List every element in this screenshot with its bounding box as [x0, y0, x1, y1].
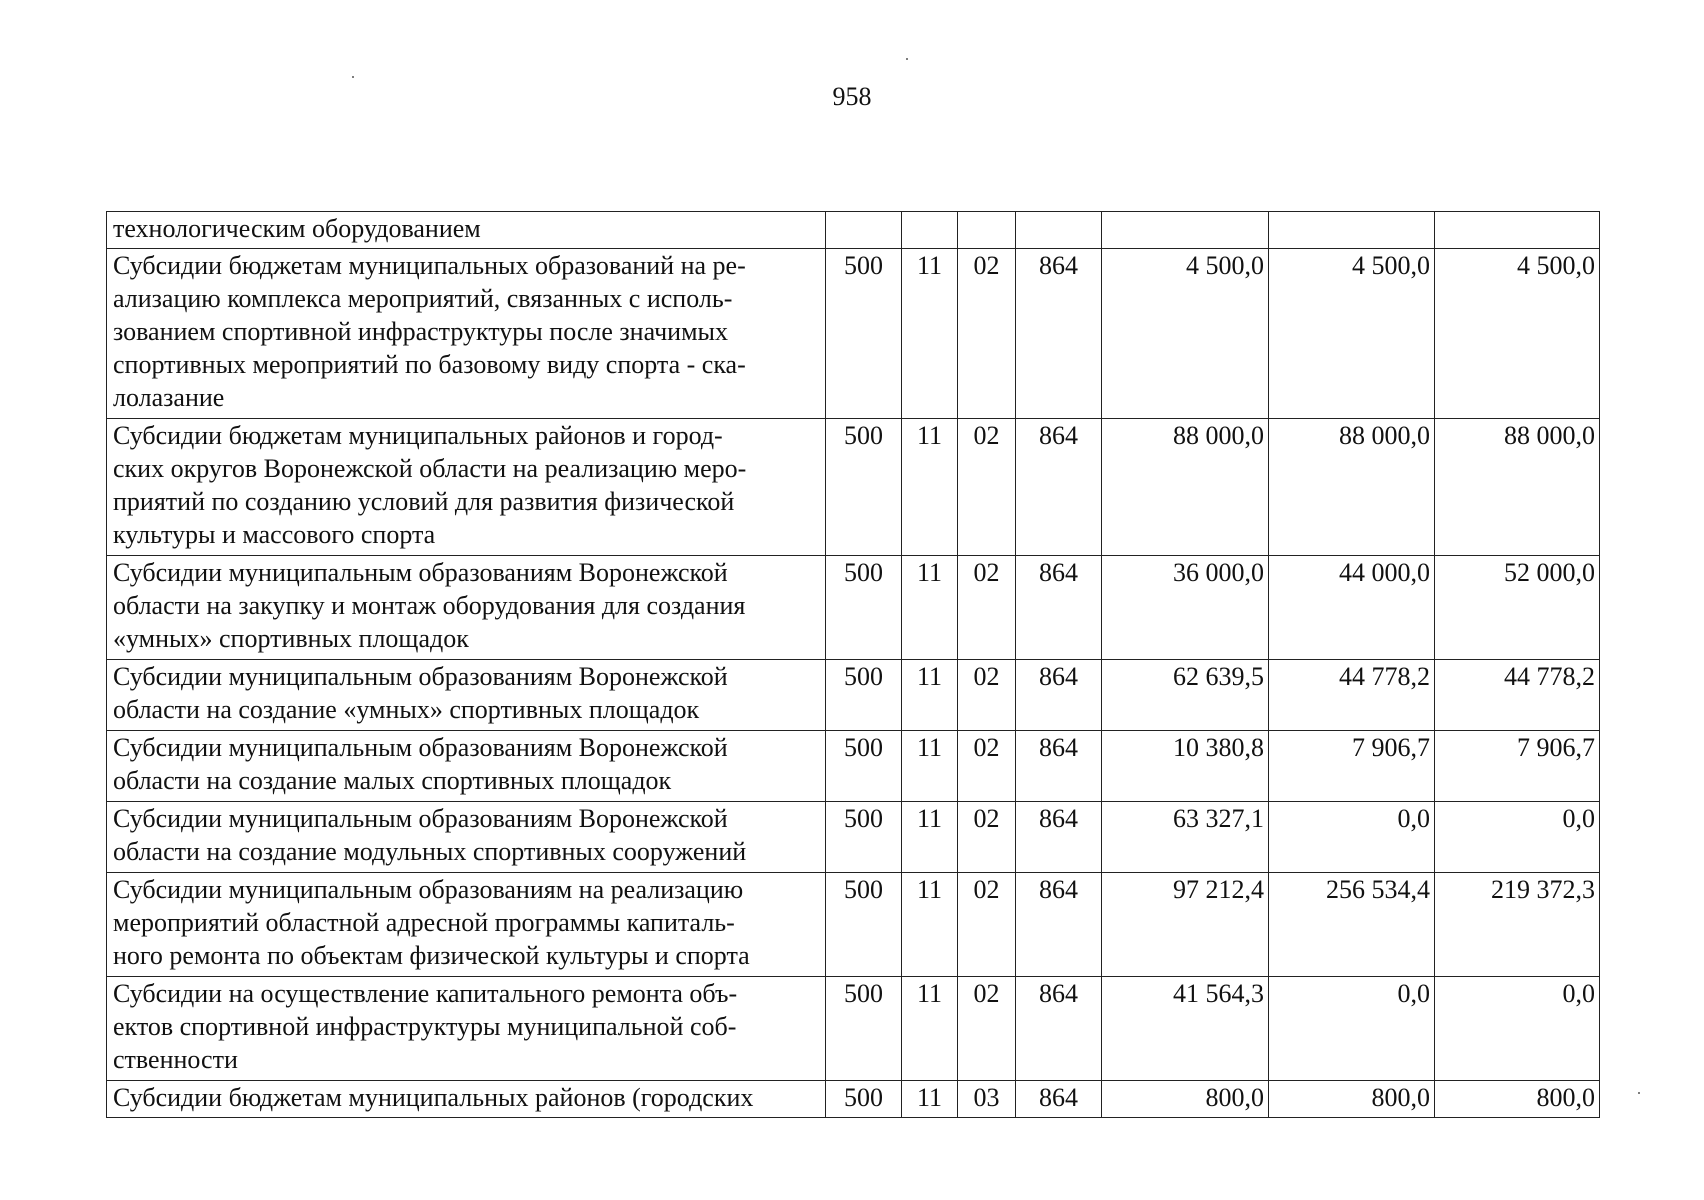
- cell-section: 500: [826, 873, 902, 977]
- cell-expense-type: 864: [1016, 873, 1102, 977]
- cell-target-article: 02: [958, 802, 1016, 873]
- description-line: области на создание «умных» спортивных площадок: [113, 695, 700, 724]
- scan-speck: [1638, 1092, 1640, 1094]
- cell-target-article: [958, 212, 1016, 249]
- cell-amount-year-2: 7 906,7: [1269, 731, 1435, 802]
- description-line: ного ремонта по объектам физической культуры и спорта: [113, 941, 750, 970]
- description-line: Субсидии муниципальным образованиям Воронежской: [113, 804, 728, 833]
- table-row: [107, 731, 1600, 802]
- cell-subsection: 11: [902, 802, 958, 873]
- cell-amount-year-3: 0,0: [1435, 977, 1600, 1081]
- cell-amount-year-2: 44 000,0: [1269, 556, 1435, 660]
- cell-target-article: 02: [958, 873, 1016, 977]
- cell-expense-type: 864: [1016, 731, 1102, 802]
- cell-section: 500: [826, 802, 902, 873]
- table-row: [107, 977, 1600, 1081]
- description-line: области на закупку и монтаж оборудования для создания: [113, 591, 746, 620]
- table-row: [107, 556, 1600, 660]
- page-number: 958: [832, 82, 872, 111]
- cell-subsection: 11: [902, 419, 958, 556]
- cell-expense-type: 864: [1016, 249, 1102, 419]
- table-row: [107, 1081, 1600, 1118]
- cell-description: [107, 802, 826, 873]
- description-line: ализацию комплекса мероприятий, связанных с исполь-: [113, 284, 733, 313]
- cell-expense-type: 864: [1016, 977, 1102, 1081]
- cell-amount-year-1: 36 000,0: [1102, 556, 1269, 660]
- cell-expense-type: 864: [1016, 419, 1102, 556]
- description-line: «умных» спортивных площадок: [113, 624, 469, 653]
- cell-amount-year-2: 88 000,0: [1269, 419, 1435, 556]
- description-line: области на создание малых спортивных площадок: [113, 766, 672, 795]
- scan-speck: [906, 58, 908, 60]
- cell-target-article: 02: [958, 419, 1016, 556]
- cell-subsection: 11: [902, 873, 958, 977]
- cell-amount-year-1: [1102, 212, 1269, 249]
- table-row: [107, 873, 1600, 977]
- description-line: зованием спортивной инфраструктуры после значимых: [113, 317, 728, 346]
- cell-amount-year-1: 4 500,0: [1102, 249, 1269, 419]
- cell-expense-type: [1016, 212, 1102, 249]
- table-body: [107, 212, 1600, 1118]
- cell-description: [107, 1081, 826, 1118]
- cell-target-article: 02: [958, 249, 1016, 419]
- cell-expense-type: 864: [1016, 1081, 1102, 1118]
- cell-description: [107, 731, 826, 802]
- cell-subsection: 11: [902, 249, 958, 419]
- cell-amount-year-2: 4 500,0: [1269, 249, 1435, 419]
- description-line: ектов спортивной инфраструктуры муниципальной соб-: [113, 1012, 737, 1041]
- table-row: [107, 419, 1600, 556]
- cell-subsection: 11: [902, 660, 958, 731]
- cell-description: [107, 249, 826, 419]
- cell-description: [107, 660, 826, 731]
- cell-amount-year-1: 10 380,8: [1102, 731, 1269, 802]
- description-line: лолазание: [113, 383, 225, 412]
- cell-description: [107, 556, 826, 660]
- cell-amount-year-3: 52 000,0: [1435, 556, 1600, 660]
- cell-subsection: 11: [902, 1081, 958, 1118]
- cell-amount-year-2: [1269, 212, 1435, 249]
- description-line: Субсидии бюджетам муниципальных образований на ре-: [113, 251, 746, 280]
- description-line: Субсидии бюджетам муниципальных районов и город-: [113, 421, 723, 450]
- cell-description: [107, 212, 826, 249]
- cell-amount-year-3: [1435, 212, 1600, 249]
- description-line: Субсидии на осуществление капитального ремонта объ-: [113, 979, 738, 1008]
- cell-amount-year-2: 800,0: [1269, 1081, 1435, 1118]
- description-line: мероприятий областной адресной программы капиталь-: [113, 908, 735, 937]
- cell-amount-year-3: 44 778,2: [1435, 660, 1600, 731]
- cell-amount-year-3: 4 500,0: [1435, 249, 1600, 419]
- cell-description: [107, 977, 826, 1081]
- cell-amount-year-2: 0,0: [1269, 802, 1435, 873]
- cell-description: [107, 419, 826, 556]
- cell-section: 500: [826, 249, 902, 419]
- cell-subsection: [902, 212, 958, 249]
- description-line: Субсидии муниципальным образованиям Воронежской: [113, 558, 728, 587]
- description-line: ских округов Воронежской области на реализацию меро-: [113, 454, 747, 483]
- cell-amount-year-1: 800,0: [1102, 1081, 1269, 1118]
- description-line: культуры и массового спорта: [113, 520, 436, 549]
- description-line: Субсидии бюджетам муниципальных районов (городских: [113, 1083, 754, 1112]
- cell-amount-year-3: 0,0: [1435, 802, 1600, 873]
- description-line: Субсидии муниципальным образованиям на реализацию: [113, 875, 744, 904]
- cell-amount-year-3: 7 906,7: [1435, 731, 1600, 802]
- cell-subsection: 11: [902, 556, 958, 660]
- description-line: Субсидии муниципальным образованиям Воронежской: [113, 662, 728, 691]
- cell-subsection: 11: [902, 731, 958, 802]
- cell-section: 500: [826, 1081, 902, 1118]
- table-row: [107, 249, 1600, 419]
- cell-amount-year-1: 88 000,0: [1102, 419, 1269, 556]
- cell-target-article: 02: [958, 731, 1016, 802]
- cell-amount-year-3: 219 372,3: [1435, 873, 1600, 977]
- cell-section: 500: [826, 977, 902, 1081]
- description-line: области на создание модульных спортивных сооружений: [113, 837, 747, 866]
- cell-section: 500: [826, 419, 902, 556]
- cell-amount-year-1: 97 212,4: [1102, 873, 1269, 977]
- cell-target-article: 02: [958, 660, 1016, 731]
- cell-amount-year-1: 63 327,1: [1102, 802, 1269, 873]
- cell-amount-year-3: 800,0: [1435, 1081, 1600, 1118]
- cell-subsection: 11: [902, 977, 958, 1081]
- description-line: приятий по созданию условий для развития физической: [113, 487, 735, 516]
- cell-target-article: 02: [958, 977, 1016, 1081]
- cell-amount-year-1: 62 639,5: [1102, 660, 1269, 731]
- budget-table: [106, 211, 1600, 1118]
- cell-target-article: 03: [958, 1081, 1016, 1118]
- description-line: Субсидии муниципальным образованиям Воронежской: [113, 733, 728, 762]
- cell-expense-type: 864: [1016, 556, 1102, 660]
- table-row: [107, 660, 1600, 731]
- cell-amount-year-2: 0,0: [1269, 977, 1435, 1081]
- cell-amount-year-2: 256 534,4: [1269, 873, 1435, 977]
- cell-amount-year-2: 44 778,2: [1269, 660, 1435, 731]
- description-line: технологическим оборудованием: [113, 214, 481, 243]
- cell-expense-type: 864: [1016, 660, 1102, 731]
- cell-description: [107, 873, 826, 977]
- scan-speck: [352, 76, 354, 78]
- cell-target-article: 02: [958, 556, 1016, 660]
- description-line: спортивных мероприятий по базовому виду спорта - ска-: [113, 350, 746, 379]
- cell-section: 500: [826, 731, 902, 802]
- cell-section: [826, 212, 902, 249]
- cell-section: 500: [826, 556, 902, 660]
- cell-expense-type: 864: [1016, 802, 1102, 873]
- cell-amount-year-1: 41 564,3: [1102, 977, 1269, 1081]
- table-row: [107, 212, 1600, 249]
- cell-section: 500: [826, 660, 902, 731]
- description-line: ственности: [113, 1045, 238, 1074]
- table-row: [107, 802, 1600, 873]
- cell-amount-year-3: 88 000,0: [1435, 419, 1600, 556]
